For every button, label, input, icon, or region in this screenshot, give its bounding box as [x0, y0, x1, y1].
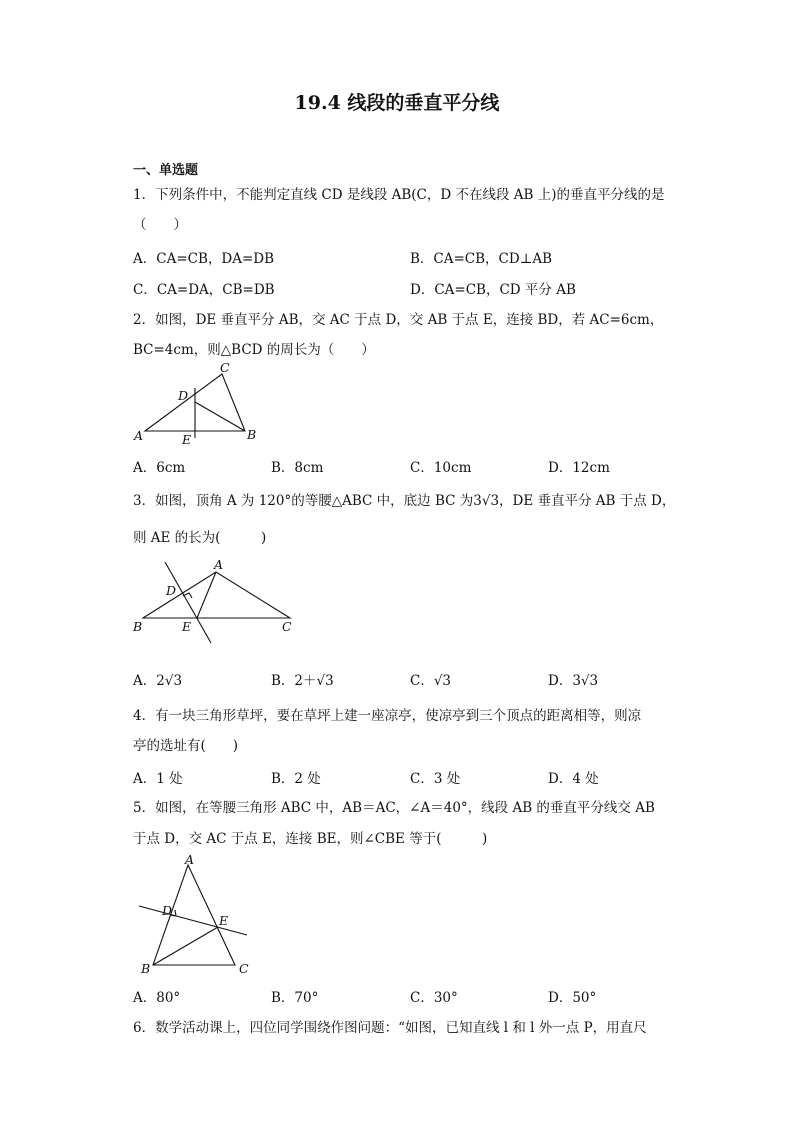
page-title: 19.4 线段的垂直平分线 [294, 92, 500, 114]
q1-option-b: B．CA=CB，CD⊥AB [410, 251, 553, 267]
q1-option-d: D．CA=CB，CD 平分 AB [410, 282, 576, 298]
q4-option-b: B．2 处 [271, 771, 321, 787]
q4-option-a: A．1 处 [133, 771, 183, 787]
q5-label-c: C [239, 961, 249, 976]
q2-label-d: D [178, 388, 189, 403]
q2-option-c: C．10cm [410, 460, 472, 476]
q4-option-d: D．4 处 [548, 771, 599, 787]
q1-option-c: C．CA=DA，CB=DB [133, 282, 275, 298]
q3-label-c: C [282, 619, 292, 634]
q1-stem-line2: （ ） [133, 217, 187, 233]
q5-stem-line1: 5．如图，在等腰三角形 ABC 中，AB＝AC，∠A＝40°，线段 AB 的垂直平分线交 AB [133, 800, 655, 816]
q5-option-b: B．70° [271, 990, 319, 1006]
q5-option-d: D．50° [548, 990, 597, 1006]
q4-stem-line2: 亭的选址有( ) [133, 738, 239, 754]
q3-stem-line1 [133, 491, 675, 511]
q5-segment-be [153, 927, 218, 965]
q2-label-c: C [220, 360, 230, 375]
q3-label-a: A [214, 557, 224, 572]
q3-stem-text-a: 3．如图，顶角 A 为 120°的等腰△ABC 中，底边 BC 为 [133, 493, 474, 509]
q3-option-c: C．√3 [410, 673, 452, 689]
section-heading: 一、单选题 [133, 163, 199, 178]
q3-option-b: B．2＋√3 [271, 673, 334, 689]
q3-right-angle-mark [183, 593, 192, 598]
q3-stem-value: 3√3 [473, 493, 500, 509]
q5-option-a: A．80° [133, 990, 181, 1006]
q3-option-d: D．3√3 [548, 673, 599, 689]
q4-option-c: C．3 处 [410, 771, 461, 787]
q3-stem-line2: 则 AE 的长为( ) [133, 530, 267, 546]
q3-figure [125, 555, 305, 645]
q3-label-e: E [182, 619, 192, 634]
q6-stem-line1: 6．数学活动课上，四位同学围绕作图问题：“如图，已知直线 l 和 l 外一点 P，用直尺 [133, 1020, 647, 1036]
q5-perpendicular-de [139, 906, 247, 935]
q4-stem-line1: 4．有一块三角形草坪，要在草坪上建一座凉亭，使凉亭到三个顶点的距离相等，则凉 [133, 708, 642, 724]
q2-label-b: B [247, 427, 257, 442]
q5-label-a: A [185, 852, 195, 867]
q5-figure [125, 852, 265, 980]
q2-label-a: A [134, 428, 144, 443]
q3-option-a: A．2√3 [133, 673, 183, 689]
q2-option-b: B．8cm [271, 460, 324, 476]
q2-option-d: D．12cm [548, 460, 610, 476]
q5-label-b: B [141, 961, 151, 976]
q2-label-e: E [182, 432, 192, 447]
q3-stem-text-b: ，DE 垂直平分 AB 于点 D， [499, 493, 676, 509]
q5-label-d: D [162, 903, 173, 918]
q3-label-b: B [133, 619, 143, 634]
q3-label-d: D [166, 583, 177, 598]
q2-segment-bd [195, 402, 245, 431]
q2-option-a: A．6cm [133, 460, 186, 476]
q3-segment-ae [197, 572, 216, 618]
q5-option-c: C．30° [410, 990, 458, 1006]
q2-stem-line1: 2．如图，DE 垂直平分 AB，交 AC 于点 D，交 AB 于点 E，连接 BD，若 AC=6cm， [133, 312, 664, 328]
q2-figure [125, 360, 275, 450]
q1-option-a: A．CA=CB，DA=DB [133, 251, 275, 267]
q5-stem-line2: 于点 D，交 AC 于点 E，连接 BE，则∠CBE 等于( ) [133, 831, 488, 847]
q5-label-e: E [219, 913, 229, 928]
q2-stem-line2: BC=4cm，则△BCD 的周长为（ ） [133, 342, 375, 358]
q1-stem-line1: 1．下列条件中，不能判定直线 CD 是线段 AB(C，D 不在线段 AB 上)的垂直平分线的是 [133, 187, 665, 203]
